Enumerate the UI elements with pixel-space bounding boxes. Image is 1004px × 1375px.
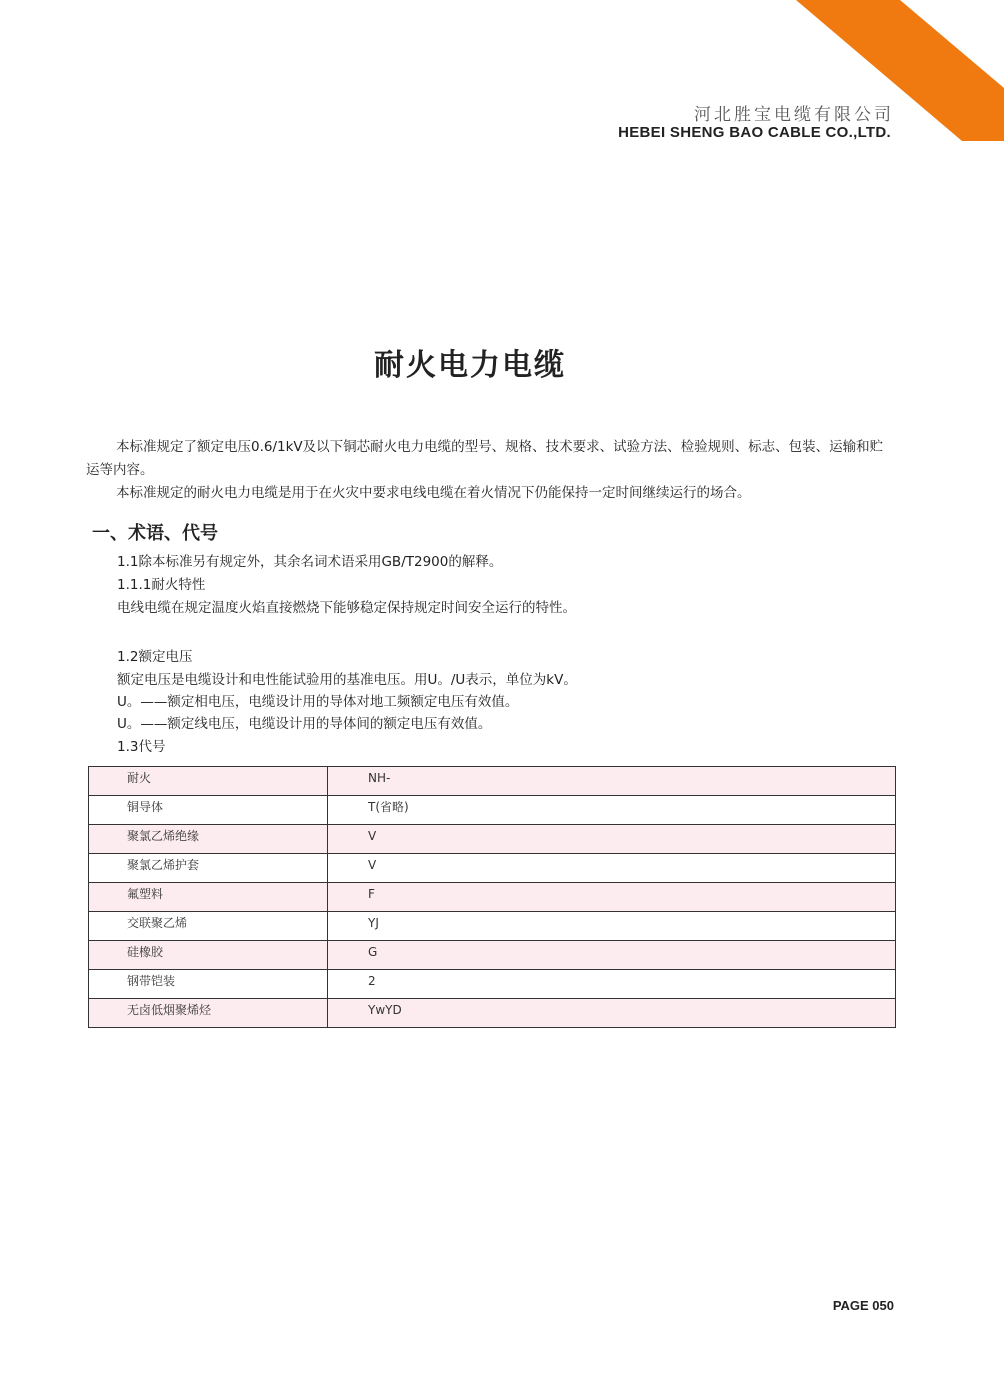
intro-paragraph-1 — [86, 436, 896, 481]
code-value: NH- — [328, 767, 896, 796]
code-table — [88, 766, 896, 1028]
table-row — [89, 941, 896, 970]
table-row — [89, 883, 896, 912]
intro-text-1: 本标准规定了额定电压0.6/1kV及以下铜芯耐火电力电缆的型号、规格、技术要求、试验方法、检验规则、标志、包装、运输和贮运等内容。 — [86, 439, 884, 478]
intro-text-2: 本标准规定的耐火电力电缆是用于在火灾中要求电线电缆在着火情况下仍能保持一定时间继续运行的场合。 — [116, 485, 751, 501]
code-value: V — [328, 854, 896, 883]
clause-1-1: 1.1除本标准另有规定外，其余名词术语采用GB/T2900的解释。 — [117, 554, 503, 570]
code-name: 无卤低烟聚烯烃 — [89, 999, 328, 1028]
table-row — [89, 912, 896, 941]
clause-phase-voltage: U。——额定相电压，电缆设计用的导体对地工频额定电压有效值。 — [117, 694, 519, 710]
code-value: 2 — [328, 970, 896, 999]
page-title: 耐火电力电缆 — [374, 348, 566, 383]
table-row — [89, 796, 896, 825]
code-value: F — [328, 883, 896, 912]
company-name-en: HEBEI SHENG BAO CABLE CO.,LTD. — [618, 124, 891, 141]
code-name: 交联聚乙烯 — [89, 912, 328, 941]
clause-1-3: 1.3代号 — [117, 739, 166, 755]
clause-1-1-1: 1.1.1耐火特性 — [117, 577, 206, 593]
clause-1-1-1-text: 电线电缆在规定温度火焰直接燃烧下能够稳定保持规定时间安全运行的特性。 — [117, 600, 576, 616]
code-name: 聚氯乙烯绝缘 — [89, 825, 328, 854]
clause-1-2: 1.2额定电压 — [117, 649, 193, 665]
company-name-cn: 河北胜宝电缆有限公司 — [694, 105, 894, 125]
code-value: T(省略) — [328, 796, 896, 825]
section-heading: 一、术语、代号 — [92, 523, 218, 544]
code-name: 硅橡胶 — [89, 941, 328, 970]
code-value: G — [328, 941, 896, 970]
code-value: YwYD — [328, 999, 896, 1028]
intro-paragraph-2 — [86, 482, 896, 505]
code-name: 钢带铠装 — [89, 970, 328, 999]
code-name: 铜导体 — [89, 796, 328, 825]
code-name: 耐火 — [89, 767, 328, 796]
clause-1-2-text: 额定电压是电缆设计和电性能试验用的基准电压。用U。/U表示，单位为kV。 — [117, 672, 577, 688]
clause-line-voltage: U。——额定线电压，电缆设计用的导体间的额定电压有效值。 — [117, 716, 492, 732]
table-row — [89, 767, 896, 796]
table-row — [89, 854, 896, 883]
code-name: 聚氯乙烯护套 — [89, 854, 328, 883]
code-value: YJ — [328, 912, 896, 941]
page-number: PAGE 050 — [832, 1298, 894, 1313]
table-row — [89, 999, 896, 1028]
table-row — [89, 825, 896, 854]
code-value: V — [328, 825, 896, 854]
table-row — [89, 970, 896, 999]
code-name: 氟塑料 — [89, 883, 328, 912]
